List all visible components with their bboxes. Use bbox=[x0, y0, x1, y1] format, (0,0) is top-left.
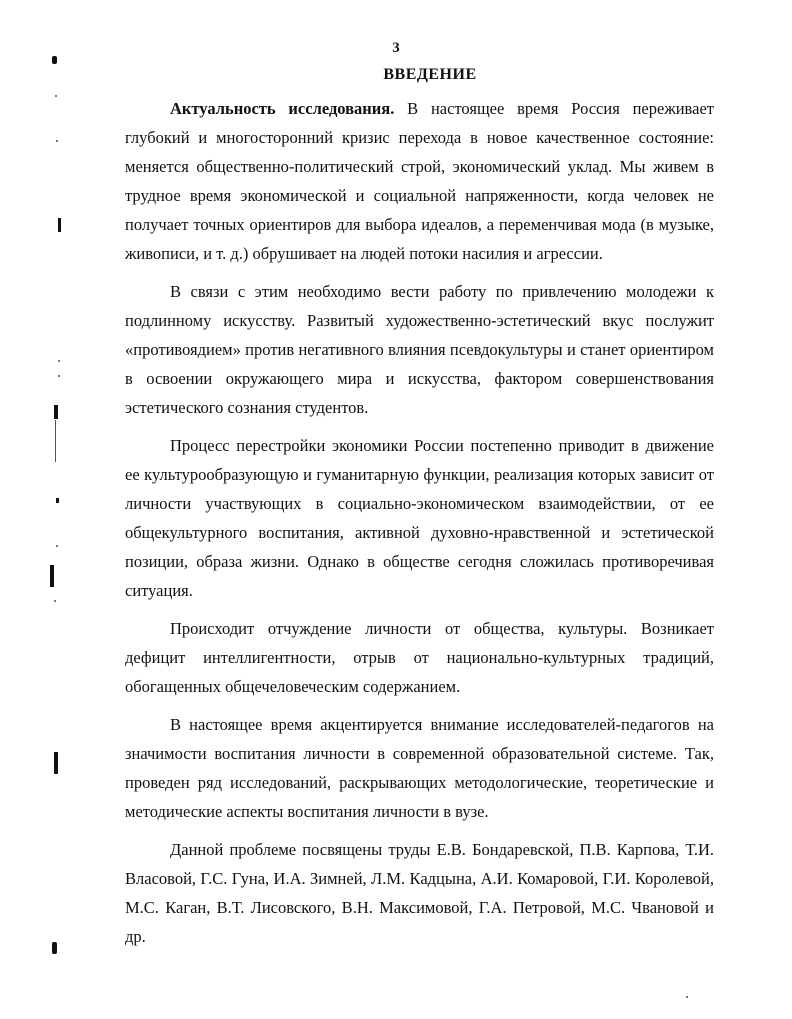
scan-mark bbox=[52, 942, 57, 954]
paragraph-text: Происходит отчуждение личности от общества, культуры. Возникает дефицит интеллигентности, отрыв от национально-культурных традиций, обогащенных общечеловеческим содержанием. bbox=[125, 619, 714, 696]
paragraph-6 bbox=[125, 835, 714, 951]
paragraph-1 bbox=[125, 94, 714, 268]
paragraph-text: Процесс перестройки экономики России постепенно приводит в движение ее культурообразующую и гуманитарную функции, реализация которых зависит от личности участвующих в социально-экономическом взаимодействии, от ее общекультурного воспитания, активной духовно-нравственной и эстетической позиции, образа жизни. Однако в обществе сегодня сложилась противоречивая ситуация. bbox=[125, 436, 714, 600]
scan-mark bbox=[54, 405, 58, 419]
scan-dot bbox=[56, 140, 58, 142]
scan-mark bbox=[50, 565, 54, 587]
scan-mark bbox=[58, 218, 61, 232]
paragraph-text: В связи с этим необходимо вести работу по привлечению молодежи к подлинному искусству. Развитый художественно-эстетический вкус послужит «противоядием» против негативного влияния псевдокультуры и станет ориентиром в освоении окружающего мира и искусства, фактором совершенствования эстетического сознания студентов. bbox=[125, 282, 714, 417]
paragraph-2 bbox=[125, 277, 714, 422]
page-title: ВВЕДЕНИЕ bbox=[383, 66, 477, 83]
scan-dot bbox=[686, 996, 688, 998]
scan-dot bbox=[56, 545, 58, 547]
scan-mark bbox=[56, 498, 59, 503]
paragraph-text: В настоящее время Россия переживает глубокий и многосторонний кризис перехода в новое качественное состояние: меняется общественно-политический строй, экономический уклад. Мы живем в трудное время экономической и социальной напряженности, когда человек не получает точных ориентиров для выбора идеалов, а переменчивая мода (в музыке, живописи, и т. д.) обрушивает на людей потоки насилия и агрессии. bbox=[125, 99, 714, 263]
scan-dot bbox=[54, 600, 56, 602]
paragraph-4 bbox=[125, 614, 714, 701]
paragraph-3 bbox=[125, 431, 714, 605]
scan-mark bbox=[54, 752, 58, 774]
page-number: 3 bbox=[392, 40, 400, 56]
paragraph-text: Данной проблеме посвящены труды Е.В. Бондаревской, П.В. Карпова, Т.И. Власовой, Г.С. Гуна, И.А. Зимней, Л.М. Кадцына, А.И. Комаровой, Г.И. Королевой, М.С. Каган, В.Т. Лисовского, В.Н. Максимовой, Г.А. Петровой, М.С. Чвановой и др. bbox=[125, 840, 714, 946]
scan-dot bbox=[58, 375, 60, 377]
paragraph-lead: Актуальность исследования. bbox=[170, 99, 395, 118]
scan-mark bbox=[55, 420, 56, 462]
body-text bbox=[125, 94, 714, 960]
scan-dot bbox=[58, 360, 60, 362]
paragraph-5 bbox=[125, 710, 714, 826]
scan-dot bbox=[55, 95, 57, 97]
paragraph-text: В настоящее время акцентируется внимание исследователей-педагогов на значимости воспитания личности в современной образовательной системе. Так, проведен ряд исследований, раскрывающих методологические, теоретические и методические аспекты воспитания личности в вузе. bbox=[125, 715, 714, 821]
scan-mark bbox=[52, 56, 57, 64]
